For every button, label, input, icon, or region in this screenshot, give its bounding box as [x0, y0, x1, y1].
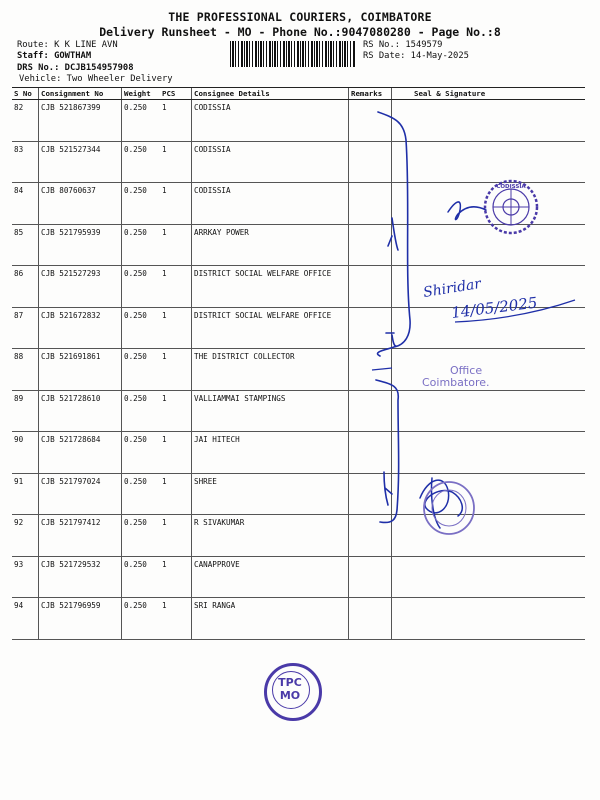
cell-pcs: 1 — [160, 266, 192, 308]
cell-sno: 94 — [12, 598, 39, 640]
document-subtitle: Delivery Runsheet - MO - Phone No.:9047080280 - Page No.:8 — [99, 25, 501, 39]
rs-date: RS Date: 14-May-2025 — [363, 51, 469, 61]
drs-number-label: DRS No.: — [17, 63, 60, 73]
cell-pcs: 1 — [160, 307, 192, 349]
cell-sno: 85 — [12, 224, 39, 266]
cell-consignee: CODISSIA — [192, 141, 349, 183]
cell-weight: 0.250 — [122, 224, 161, 266]
cell-consignee: DISTRICT SOCIAL WELFARE OFFICE — [192, 266, 349, 308]
cell-consignment: CJB 521672832 — [39, 307, 122, 349]
cell-weight: 0.250 — [122, 349, 161, 391]
cell-consignee: CODISSIA — [192, 183, 349, 225]
cell-consignment: CJB 521795939 — [39, 224, 122, 266]
col-remarks: Remarks — [349, 88, 392, 100]
round-seal — [420, 478, 478, 538]
cell-pcs: 1 — [160, 141, 192, 183]
col-consignment: Consignment No — [39, 88, 122, 100]
cell-weight: 0.250 — [122, 266, 161, 308]
cell-weight: 0.250 — [122, 515, 161, 557]
col-weight: Weight — [122, 88, 161, 100]
cell-consignment: CJB 521691861 — [39, 349, 122, 391]
cell-pcs: 1 — [160, 598, 192, 640]
cell-sno: 91 — [12, 473, 39, 515]
tpc-mo-stamp — [264, 663, 322, 721]
cell-weight: 0.250 — [122, 183, 161, 225]
cell-weight: 0.250 — [122, 100, 161, 142]
cell-weight: 0.250 — [122, 432, 161, 474]
cell-pcs: 1 — [160, 432, 192, 474]
cell-weight: 0.250 — [122, 390, 161, 432]
cell-consignee: VALLIAMMAI STAMPINGS — [192, 390, 349, 432]
cell-consignment: CJB 521796959 — [39, 598, 122, 640]
cell-sno: 84 — [12, 183, 39, 225]
ink-dash — [372, 368, 392, 370]
col-pcs: PCS — [160, 88, 192, 100]
cell-sno: 89 — [12, 390, 39, 432]
cell-pcs: 1 — [160, 349, 192, 391]
handwritten-signature: Shiridar — [422, 276, 483, 301]
col-sno: S No — [12, 88, 39, 100]
cell-consignee: THE DISTRICT COLLECTOR — [192, 349, 349, 391]
office-stamp-line1: Office — [450, 364, 483, 377]
cell-pcs: 1 — [160, 473, 192, 515]
cell-sno: 82 — [12, 100, 39, 142]
cell-weight: 0.250 — [122, 141, 161, 183]
document-title: THE PROFESSIONAL COURIERS, COIMBATORE — [168, 10, 432, 24]
cell-sno: 92 — [12, 515, 39, 557]
cell-weight: 0.250 — [122, 473, 161, 515]
cell-sno: 88 — [12, 349, 39, 391]
handwritten-date: 14/05/2025 — [450, 293, 539, 322]
cell-consignment: CJB 521797412 — [39, 515, 122, 557]
cell-consignment: CJB 521728610 — [39, 390, 122, 432]
cell-pcs: 1 — [160, 224, 192, 266]
cell-consignment: CJB 521729532 — [39, 556, 122, 598]
vehicle-label: Vehicle: Two Wheeler Delivery — [19, 74, 173, 84]
codissia-seal-text: CODISSIA — [496, 184, 526, 190]
cell-pcs: 1 — [160, 515, 192, 557]
cell-consignee: R SIVAKUMAR — [192, 515, 349, 557]
cell-pcs: 1 — [160, 390, 192, 432]
rs-number: RS No.: 1549579 — [363, 40, 443, 50]
drs-number-value: DCJB154957908 — [64, 63, 134, 73]
cell-weight: 0.250 — [122, 556, 161, 598]
pen-bracket-mark — [376, 112, 410, 523]
cell-consignee: SHREE — [192, 473, 349, 515]
cell-pcs: 1 — [160, 183, 192, 225]
cell-sno: 90 — [12, 432, 39, 474]
cell-consignee: ARRKAY POWER — [192, 224, 349, 266]
office-stamp-line2: Coimbatore. — [422, 376, 490, 389]
cell-consignment: CJB 521728684 — [39, 432, 122, 474]
cell-consignment: CJB 521527344 — [39, 141, 122, 183]
cell-consignment: CJB 521527293 — [39, 266, 122, 308]
cell-consignee: SRI RANGA — [192, 598, 349, 640]
cell-consignment: CJB 80760637 — [39, 183, 122, 225]
cell-consignee: CODISSIA — [192, 100, 349, 142]
cell-sno: 86 — [12, 266, 39, 308]
cell-sno: 87 — [12, 307, 39, 349]
cell-consignee: DISTRICT SOCIAL WELFARE OFFICE — [192, 307, 349, 349]
cell-sno: 93 — [12, 556, 39, 598]
cell-consignment: CJB 521867399 — [39, 100, 122, 142]
tpc-stamp-top-text: TPC — [278, 676, 302, 689]
cell-weight: 0.250 — [122, 307, 161, 349]
cell-weight: 0.250 — [122, 598, 161, 640]
route-label: Route: K K LINE AVN — [17, 40, 118, 50]
cell-sno: 83 — [12, 141, 39, 183]
cell-pcs: 1 — [160, 556, 192, 598]
tpc-stamp-bottom-text: MO — [279, 689, 301, 702]
cell-consignee: CANAPPROVE — [192, 556, 349, 598]
cell-pcs: 1 — [160, 100, 192, 142]
staff-label: Staff: GOWTHAM — [17, 51, 92, 61]
col-consignee: Consignee Details — [192, 88, 349, 100]
cell-consignment: CJB 521797024 — [39, 473, 122, 515]
codissia-seal — [482, 178, 540, 236]
col-seal-signature: Seal & Signature — [392, 88, 586, 100]
cell-consignee: JAI HITECH — [192, 432, 349, 474]
